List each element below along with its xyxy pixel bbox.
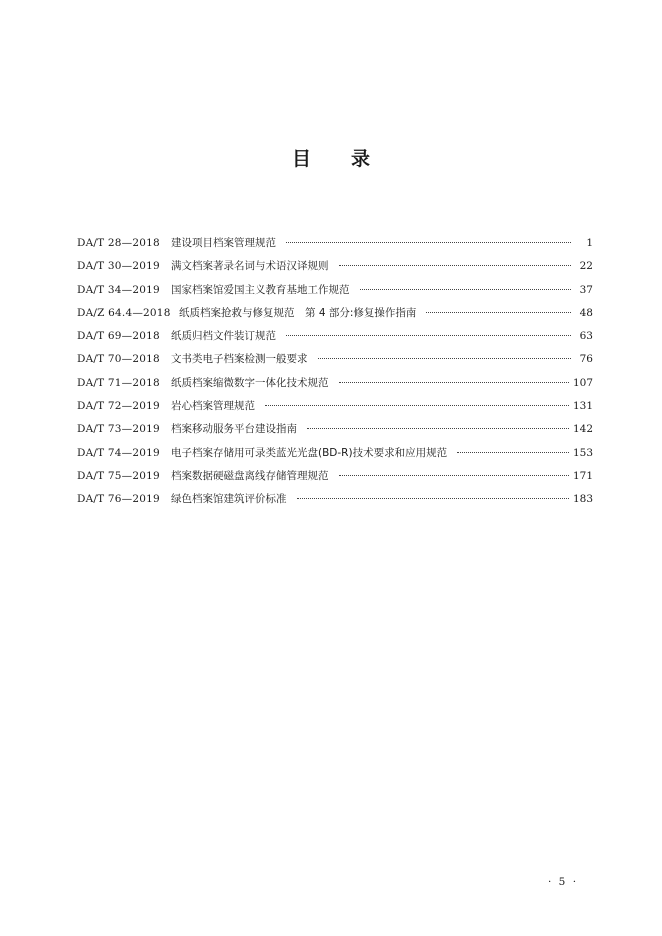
toc-entry-title: 档案移动服务平台建设指南 <box>171 423 297 436</box>
toc-entry-title: 国家档案馆爱国主义教育基地工作规范 <box>171 283 350 296</box>
toc-entry-page: 153 <box>572 446 593 459</box>
toc-leader-dots <box>286 335 571 336</box>
toc-leader-dots <box>286 242 571 243</box>
toc-entry <box>77 418 593 441</box>
toc-entry-title: 满文档案著录名词与术语汉译规则 <box>171 260 329 273</box>
toc-entry-code: DA/T 70—2018 <box>77 353 160 366</box>
toc-entry-code: DA/T 30—2019 <box>77 260 160 273</box>
toc-leader-dots <box>426 312 571 313</box>
toc-entry-code: DA/T 71—2018 <box>77 376 160 389</box>
toc-entry-page: 1 <box>586 237 593 249</box>
toc-entry-code: DA/T 28—2018 <box>77 237 160 249</box>
toc-entry <box>77 372 593 395</box>
toc-entry-title: 纸质档案缩微数字一体化技术规范 <box>171 376 329 389</box>
toc-entry-page: 76 <box>579 353 593 366</box>
toc-entry <box>77 325 593 348</box>
toc-leader-dots <box>339 265 572 266</box>
toc-leader-dots <box>339 382 569 383</box>
toc-entry <box>77 255 593 278</box>
toc-entry-title: 岩心档案管理规范 <box>171 400 255 413</box>
toc-leader-dots <box>265 405 569 406</box>
table-of-contents <box>77 232 593 512</box>
toc-entry-page: 63 <box>579 330 593 343</box>
toc-entry-page: 131 <box>572 400 593 413</box>
toc-entry <box>77 488 593 511</box>
toc-leader-dots <box>360 289 572 290</box>
toc-entry <box>77 442 593 465</box>
toc-entry-page: 48 <box>579 306 593 319</box>
toc-entry-page: 183 <box>572 493 593 506</box>
toc-entry-code: DA/T 34—2019 <box>77 283 160 296</box>
toc-entry-code: DA/T 76—2019 <box>77 493 160 506</box>
toc-entry-title: 电子档案存储用可录类蓝光光盘(BD-R)技术要求和应用规范 <box>171 446 448 459</box>
toc-entry-title: 绿色档案馆建筑评价标准 <box>171 493 287 506</box>
toc-entry-code: DA/Z 64.4—2018 <box>77 306 171 319</box>
toc-entry-code: DA/T 75—2019 <box>77 469 160 482</box>
toc-entry-page: 22 <box>579 260 593 273</box>
toc-entry-code: DA/T 72—2019 <box>77 400 160 413</box>
toc-entry-title: 纸质归档文件装订规范 <box>171 330 276 343</box>
toc-leader-dots <box>318 358 572 359</box>
toc-leader-dots <box>457 452 569 453</box>
toc-entry-code: DA/T 74—2019 <box>77 446 160 459</box>
toc-entry-page: 142 <box>572 423 593 436</box>
toc-entry-code: DA/T 73—2019 <box>77 423 160 436</box>
toc-leader-dots <box>307 428 569 429</box>
toc-leader-dots <box>339 475 569 476</box>
toc-entry-page: 171 <box>572 469 593 482</box>
toc-entry-title: 档案数据硬磁盘离线存储管理规范 <box>171 469 329 482</box>
toc-entry <box>77 279 593 302</box>
toc-entry-page: 37 <box>579 283 593 296</box>
toc-entry <box>77 232 593 255</box>
toc-entry-code: DA/T 69—2018 <box>77 330 160 343</box>
toc-entry <box>77 302 593 325</box>
toc-entry-title: 纸质档案抢救与修复规范 第 4 部分:修复操作指南 <box>179 306 417 319</box>
page-title: 目录 <box>291 148 410 170</box>
toc-entry <box>77 395 593 418</box>
page-number: · 5 · <box>548 876 579 888</box>
toc-leader-dots <box>297 498 569 499</box>
toc-entry-page: 107 <box>572 376 593 389</box>
toc-entry <box>77 348 593 371</box>
toc-entry-title: 文书类电子档案检测一般要求 <box>171 353 308 366</box>
toc-entry <box>77 465 593 488</box>
toc-entry-title: 建设项目档案管理规范 <box>171 237 276 249</box>
